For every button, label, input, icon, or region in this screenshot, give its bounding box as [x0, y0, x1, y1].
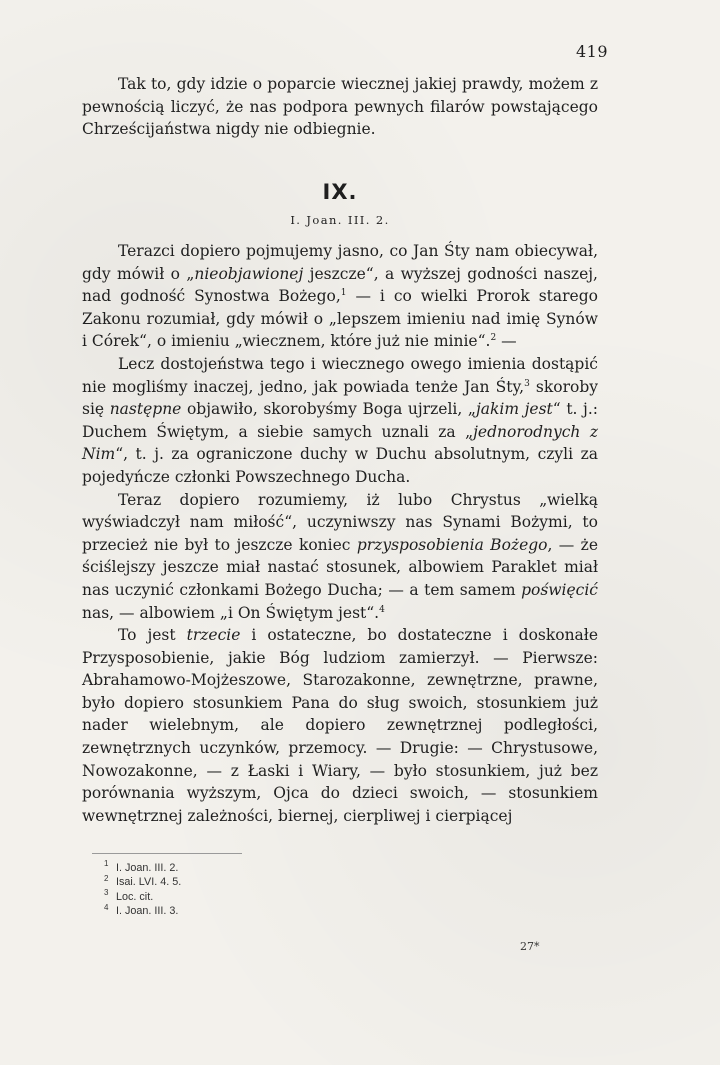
p2-text-c: skoroby się — [82, 377, 598, 419]
p3-text-c: , — że ściślejszy jeszcze miał nastać stosunek, albowiem Paraklet miał nas uczynić członkami Bożego Ducha; — a tem samem — [82, 535, 599, 599]
p2-italic-nastepne: następne — [109, 400, 182, 419]
p2-italic-jednorodnych: jednorodnych z Nim — [82, 422, 599, 464]
footnote-4: 4 I. Joan. III. 3. — [104, 902, 179, 918]
page-number: 419 — [575, 42, 608, 61]
intro-paragraph: Tak to, gdy idzie o poparcie wiecznej jakiej prawdy, możem z pewnością liczyć, że nas podpora pewnych filarów powstającego Chrześcijaństwa nigdy nie odbiegnie. — [82, 75, 598, 139]
p3-text-e: nas, — albowiem „i On Świętym jest“. — [82, 603, 380, 622]
footnote-text: Loc. cit. — [116, 890, 154, 903]
paragraph-2 — [82, 353, 598, 489]
footnote-divider — [92, 853, 242, 854]
p2-text-e: objawiło, skorobyśmy Boga ujrzeli, „ — [181, 400, 476, 419]
p3-italic-przysposobienia: przysposobienia Bożego — [356, 535, 548, 554]
p2-text-a: Lecz dostojeństwa tego i wiecznego owego imienia dostąpić nie mogliśmy inaczej, jedno, jak powiada tenże Jan Śty, — [82, 354, 598, 396]
footnote-2: 2 Isai. LVI. 4. 5. — [104, 873, 182, 889]
p4-text-c: i ostateczne, bo dostateczne i doskonałe Przysposobienie, jakie Bóg ludziom zamierzył. — Pierwsze: Abrahamowo-Mojżeszowe, Starozakonne, zewnętrzne, prawne, było dopiero stosunkiem Pana do sług swoich, stosunkiem już nader wielebnym, ale dopiero zewnętrznej podległości, zewnętrznych uczynków, przemocy. — Drugie: — Chrystusowe, Nowozakonne, — z Łaski i Wiary, — było stosunkiem, już bez porównania wyższym, Ojca do dzieci swoich, — stosunkiem wewnętrznej zależności, biernej, cierpliwej i cierpiącej — [82, 626, 599, 825]
epigraph-reference: I. Joan. III. 2. — [290, 213, 390, 227]
footnote-text: Isai. LVI. 4. 5. — [116, 876, 182, 889]
p2-text-i: “, t. j. za ograniczone duchy w Duchu absolutnym, czyli za pojedyńcze członki Powszechnego Ducha. — [82, 445, 598, 486]
p4-italic-trzecie: trzecie — [186, 626, 241, 645]
paragraph-1 — [82, 240, 598, 353]
chapter-title: IX. — [322, 180, 358, 204]
intro-text — [82, 73, 598, 141]
footnote-1: 1 I. Joan. III. 2. — [104, 859, 179, 874]
p3-italic-poswiecic: poświęcić — [521, 580, 598, 599]
paragraph-3 — [82, 489, 598, 625]
footnote-marker-2: 2 — [490, 333, 497, 344]
p2-text-g: “ t. j.: Duchem Świętym, a siebie samych uznali za „ — [82, 400, 599, 441]
footnote-marker-1: 1 — [340, 288, 347, 299]
p3-text-a: Teraz dopiero rozumiemy, iż lubo Chrystus „wielką wyświadczył nam miłość“, uczyniwszy nas Synami Bożymi, to przecież nie był to jeszcze koniec — [82, 490, 598, 554]
footnote-marker-4: 4 — [379, 604, 385, 615]
p1-text-a: Terazci dopiero pojmujemy jasno, co Jan Śty nam obiecywał, gdy mówił o „ — [82, 242, 598, 283]
footnote-3: 3 Loc. cit. — [104, 888, 154, 903]
p1-text-g: — — [496, 332, 517, 351]
p1-text-e: — i co wielki Prorok starego Zakonu rozumiał, gdy mówił o „lepszem imieniu nad imię Synów i Córek“, o imieniu „wiecznem, które już nie minie“. — [82, 287, 598, 351]
p2-italic-jakim-jest: jakim jest — [475, 400, 553, 419]
main-text — [82, 240, 598, 827]
footnote-text: I. Joan. III. 3. — [116, 905, 179, 918]
paragraph-4 — [82, 624, 598, 827]
p1-text-c: jeszcze“, a wyższej godności naszej, nad godność Synostwa Bożego, — [82, 264, 598, 306]
footnotes — [104, 861, 181, 919]
printer-signature-mark: 27* — [520, 940, 540, 953]
p4-text-a: To jest — [118, 626, 187, 645]
footnote-marker-3: 3 — [524, 378, 530, 389]
footnote-text: I. Joan. III. 2. — [116, 862, 179, 874]
p1-italic-nieobjawionej: nieobjawionej — [194, 264, 304, 283]
